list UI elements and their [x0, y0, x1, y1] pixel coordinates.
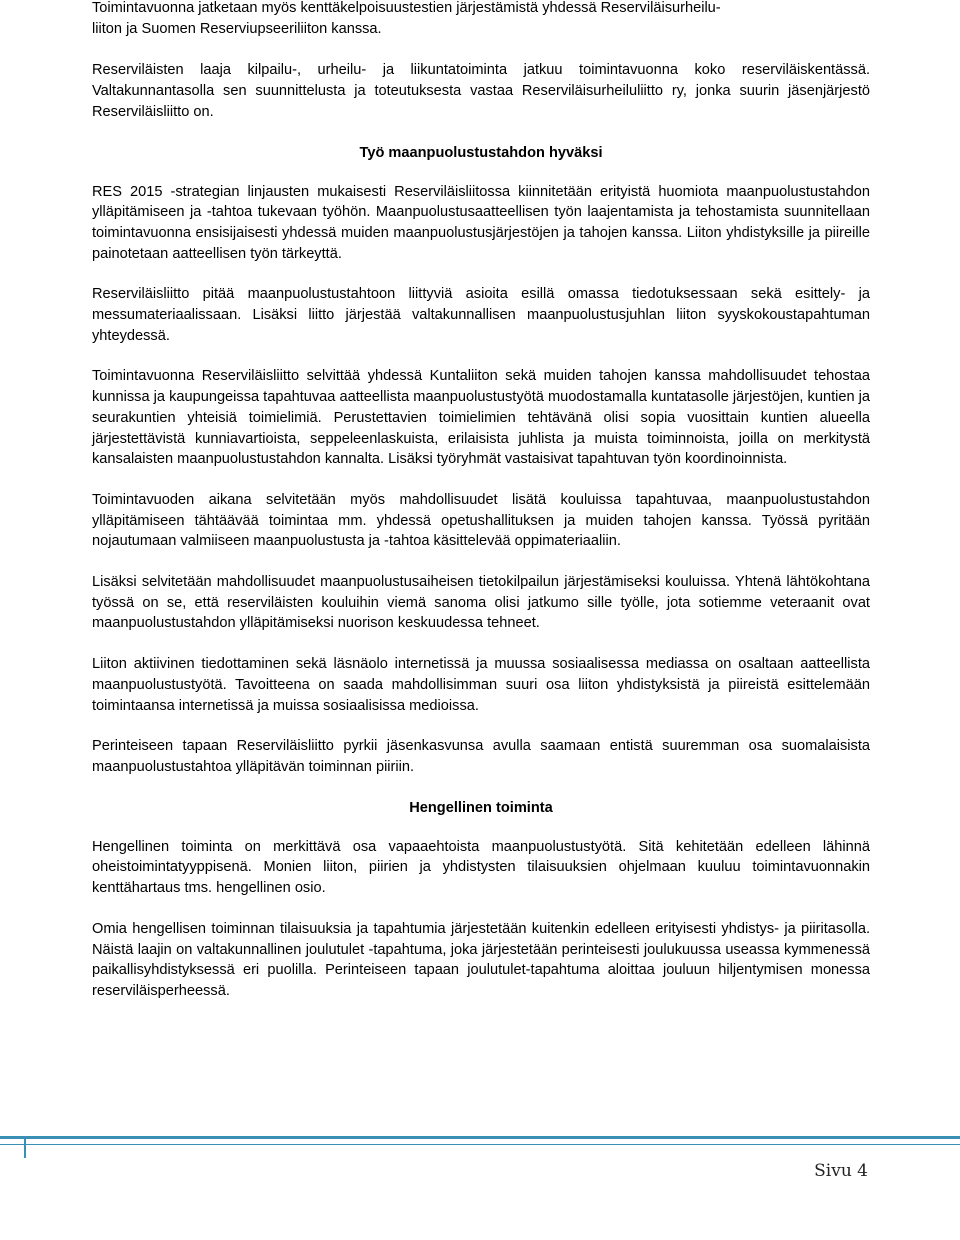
- paragraph-municipalities: Toimintavuonna Reserviläisliitto selvittää yhdessä Kuntaliiton sekä muiden tahojen kanssa mahdollisuudet tehostaa kunnissa ja kaupungeissa tapahtuvaa aatteellista maanpuolustustyötä muodostamalla kuntatasolle järjestöjen, kuntien ja seurakuntien yhteisiä toimielimiä. Perustettavien toimielimien tehtävänä olisi sopia vuosittain kuntien alueella järjestettävistä kunniavartioista, seppeleenlaskuista, erilaisista juhlista ja muista toiminnoista, joilla on merkitystä kansalaisten maanpuolustustahdon kannalta. Lisäksi työryhmät vastaisivat tapahtuvan työn koordinoinnista.: [92, 368, 871, 468]
- page-number: Sivu 4: [814, 1161, 868, 1181]
- footer-rule-left-mark: [24, 1138, 26, 1158]
- paragraph-schools: Toimintavuoden aikana selvitetään myös mahdollisuudet lisätä kouluissa tapahtuvaa, maanpuolustustahdon ylläpitämiseen tähtäävää toimintaa mm. yhdessä opetushallituksen ja muiden tahojen kanssa. Työssä pyritään nojautumaan valmiiseen maanpuolustusta ja -tahtoa käsittelevää oppimateriaaliin.: [92, 491, 870, 550]
- paragraph-quiz-competition: Lisäksi selvitetään mahdollisuudet maanpuolustusaiheisen tietokilpailun järjestämiseksi kouluissa. Yhtenä lähtökohtana työssä on se, että reserviläisten kouluihin viemä sanoma olisi jatkumo sille työlle, jota sotiemme veteraanit ovat maanpuolustustahdon ylläpitämiseksi nuorison keskuudessa tehneet.: [92, 574, 870, 632]
- paragraph-communication: Reserviläisliitto pitää maanpuolustustahtoon liittyviä asioita esillä omassa tiedotuksessaan sekä esittely- ja messumateriaalissaan. Lisäksi liitto järjestää valtakunnallisen maanpuolustusjuhlan liiton syyskokoustapahtuman yhteydessä.: [92, 286, 870, 344]
- paragraph-res-2015-strategy: RES 2015 -strategian linjausten mukaisesti Reserviläisliitossa kiinnitetään erityistä huomiota maanpuolustustahdon ylläpitämiseen ja -tahtoa tukevaan työhön. Maanpuolustusaatteellisen työn laajentamista ja tehostamista suunnitellaan toimintavuonna ensisijaisesti yhdessä muiden maanpuolustusjärjestöjen ja tahojen kanssa. Liiton yhdistyksille ja piireille painotetaan aatteellisen työn tärkeyttä.: [92, 183, 870, 262]
- paragraph-christmas-events: Omia hengellisen toiminnan tilaisuuksia ja tapahtumia järjestetään kuitenkin edelleen erityisesti yhdistys- ja piiritasolla. Näistä laajin on valtakunnallinen joulutulet -tapahtuma, joka järjestetään perinteisesti joulukuussa useassa kymmenessä paikallisyhdistyksessä eri puolilla. Perinteiseen tapaan joulutulet-tapahtuma aloittaa jouluun hiljentymisen monessa reserviläisperheessä.: [92, 920, 870, 999]
- footer-rule-thin-line: [0, 1144, 960, 1145]
- heading-spiritual-activities: Hengellinen toiminta: [409, 799, 553, 816]
- paragraph-spiritual-intro: Hengellinen toiminta on merkittävä osa vapaaehtoista maanpuolustustyötä. Sitä kehitetään edelleen lähinnä oheistoimintatyyppisenä. Monien liiton, piirien ja yhdistysten tilaisuuksien ohjelmaan kuuluu toimintavuonnakin kenttähartaus tms. hengellinen osio.: [92, 838, 870, 897]
- footer-rule-thick-line: [0, 1136, 960, 1139]
- heading-national-defence: Työ maanpuolustustahdon hyväksi: [359, 144, 603, 161]
- paragraph-sports-cooperation: Toimintavuonna jatketaan myös kenttäkelpoisuustestien järjestämistä yhdessä Reserviläisurheilu- liiton ja Suomen Reserviupseeriliiton kanssa.: [92, 0, 721, 37]
- paragraph-social-media: Liiton aktiivinen tiedottaminen sekä läsnäolo internetissä ja muussa sosiaalisessa mediassa on osaltaan aatteellista maanpuolustustyötä. Tavoitteena on saada mahdollisimman suuri osa liiton yhdistyksistä ja piireistä esittelemään toimintaansa internetissä ja muissa sosiaalisissa medioissa.: [92, 656, 870, 714]
- document-body: [92, 0, 870, 1002]
- paragraph-sports-activities: Reserviläisten laaja kilpailu-, urheilu- ja liikuntatoiminta jatkuu toimintavuonna koko reserviläiskentässä. Valtakunnantasolla sen suunnittelusta ja toteutuksesta vastaa Reserviläisurheiluliitto ry, jonka suurin jäsenjärjestö Reserviläisliitto on.: [92, 62, 870, 120]
- paragraph-membership: Perinteiseen tapaan Reserviläisliitto pyrkii jäsenkasvunsa avulla saamaan entistä suuremman osa suomalaisista maanpuolustustahtoa ylläpitävän toiminnan piiriin.: [92, 738, 870, 775]
- block-0: [92, 0, 870, 39]
- footer-rule: [0, 1136, 960, 1145]
